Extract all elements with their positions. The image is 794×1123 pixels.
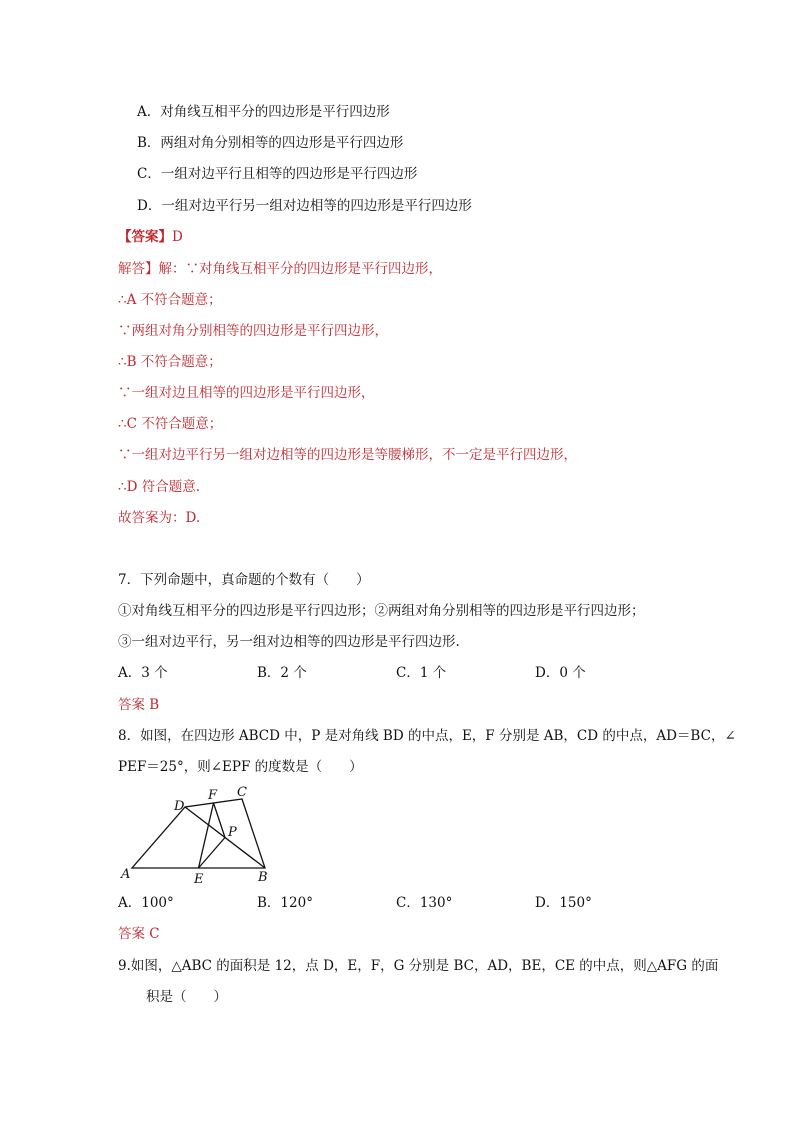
- q9-stem-line-2: 积是（ ）: [146, 989, 227, 1005]
- solution-line-4: ∴B 不符合题意；: [118, 354, 222, 370]
- label-p: P: [228, 825, 237, 840]
- q8-answer: 答案 C: [118, 926, 160, 942]
- solution-line-3: ∵两组对角分别相等的四边形是平行四边形，: [118, 323, 388, 339]
- q7-option-d: D．0 个: [535, 665, 586, 681]
- q8-stem-line-1: 8．如图，在四边形 ABCD 中，P 是对角线 BD 的中点，E，F 分别是 AB，CD 的中点，AD＝BC，∠: [118, 728, 736, 744]
- q8-stem-line-2: PEF＝25°，则∠EPF 的度数是（ ）: [118, 759, 363, 775]
- q7-line-2: ③一组对边平行，另一组对边相等的四边形是平行四边形.: [118, 634, 460, 650]
- q9-stem-line-1: 9.如图，△ABC 的面积是 12，点 D，E，F，G 分别是 BC，AD，BE，CE 的中点，则△AFG 的面: [118, 958, 719, 974]
- q8-option-c: C．130°: [396, 895, 453, 911]
- label-f: F: [208, 788, 218, 803]
- q6-option-b: B．两组对角分别相等的四边形是平行四边形: [137, 135, 404, 151]
- solution-line-2: ∴A 不符合题意；: [118, 292, 222, 308]
- solution-line-1: 解答】解：∵对角线互相平分的四边形是平行四边形，: [118, 261, 442, 277]
- q7-option-b: B．2 个: [257, 665, 307, 681]
- segment-ef: [199, 803, 214, 868]
- label-e: E: [194, 872, 204, 887]
- solution-line-8: ∴D 符合题意.: [118, 479, 200, 495]
- q8-option-d: D．150°: [535, 895, 592, 911]
- q6-answer: [118, 228, 183, 246]
- q6-option-a: A．对角线互相平分的四边形是平行四边形: [137, 104, 390, 120]
- q6-option-c: C．一组对边平行且相等的四边形是平行四边形: [137, 166, 418, 182]
- q7-option-c: C．1 个: [396, 665, 447, 681]
- q7-line-1: ①对角线互相平分的四边形是平行四边形；②两组对角分别相等的四边形是平行四边形；: [118, 603, 645, 619]
- label-b: B: [258, 870, 268, 885]
- label-a: A: [121, 867, 131, 882]
- q7-stem: 7．下列命题中，真命题的个数有（ ）: [118, 572, 370, 588]
- answer-value: D: [172, 229, 183, 245]
- q8-quadrilateral-figure: [110, 780, 290, 890]
- solution-line-6: ∴C 不符合题意；: [118, 416, 223, 432]
- solution-line-7: ∵一组对边平行另一组对边相等的四边形是等腰梯形，不一定是平行四边形，: [118, 447, 577, 463]
- quadrilateral-abcd: [132, 799, 265, 868]
- q7-option-a: A．3 个: [118, 665, 168, 681]
- q6-option-d: D．一组对边平行另一组对边相等的四边形是平行四边形: [137, 198, 472, 214]
- q8-option-b: B．120°: [257, 895, 313, 911]
- q7-answer: 答案 B: [118, 697, 160, 713]
- label-c: C: [237, 785, 247, 800]
- label-d: D: [174, 799, 185, 814]
- solution-line-9: 故答案为：D.: [118, 510, 201, 526]
- answer-label: 【答案】: [118, 229, 172, 245]
- q8-option-a: A．100°: [118, 895, 174, 911]
- solution-line-5: ∵一组对边且相等的四边形是平行四边形，: [118, 385, 375, 401]
